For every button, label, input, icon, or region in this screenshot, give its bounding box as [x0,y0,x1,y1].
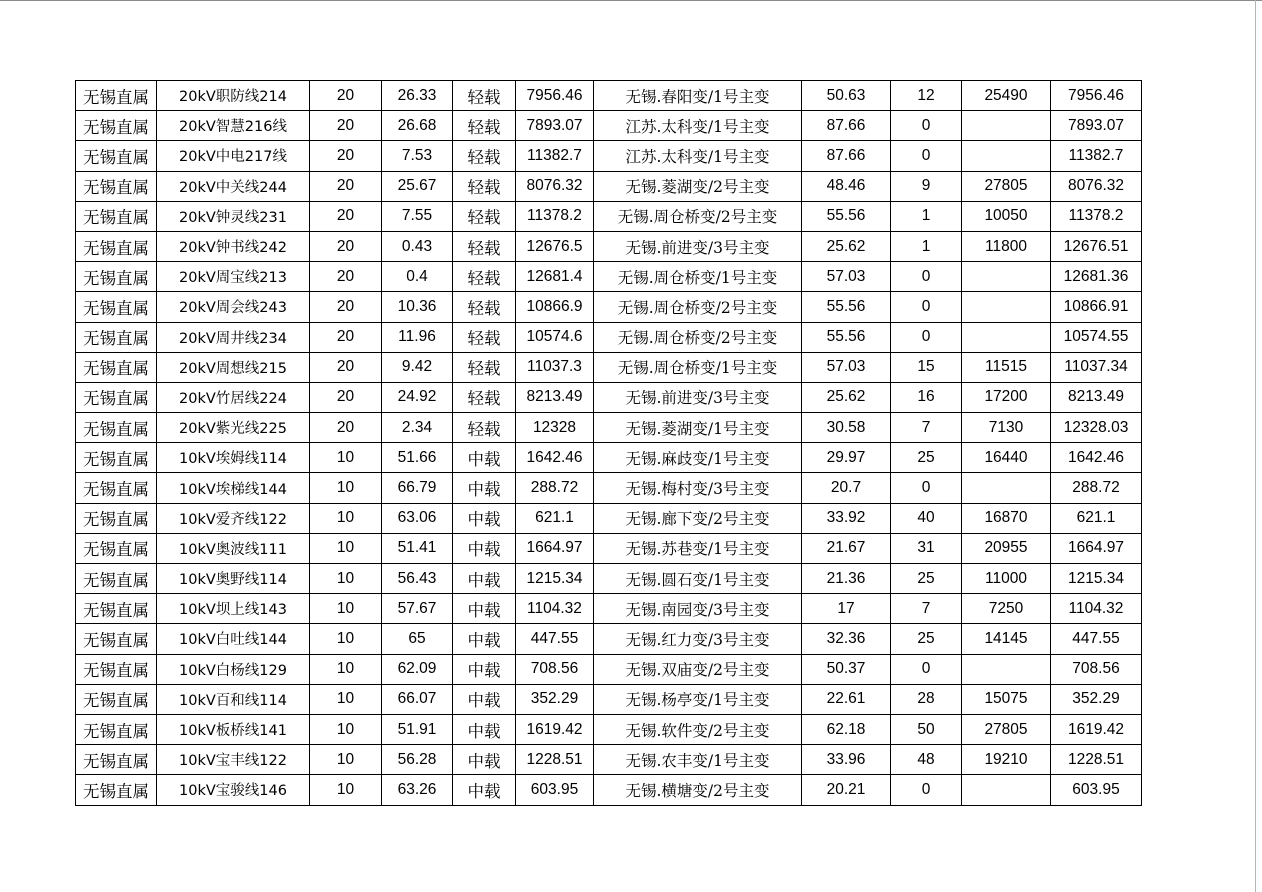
load-rate-cell: 0.4 [382,262,453,292]
transformer-cell: 无锡.周仓桥变/1号主变 [594,262,802,292]
load-level-cell: 轻载 [453,292,516,322]
load-level-cell: 轻载 [453,413,516,443]
transformer-cell: 江苏.太科变/1号主变 [594,111,802,141]
capacity-cell: 288.72 [516,473,594,503]
user-count-cell: 25 [891,443,962,473]
capacity-cell: 1642.46 [516,443,594,473]
voltage-cell: 10 [310,443,382,473]
company-cell: 无锡直属 [76,745,157,775]
user-count-cell: 40 [891,503,962,533]
load-level-cell: 中载 [453,745,516,775]
available-capacity-cell: 8213.49 [1051,382,1142,412]
transformer-load-cell: 20.21 [802,775,891,805]
capacity-cell: 621.1 [516,503,594,533]
company-cell: 无锡直属 [76,775,157,805]
company-cell: 无锡直属 [76,322,157,352]
voltage-cell: 20 [310,352,382,382]
transformer-load-cell: 57.03 [802,262,891,292]
capacity-cell: 8213.49 [516,382,594,412]
load-level-cell: 中载 [453,684,516,714]
company-cell: 无锡直属 [76,262,157,292]
available-capacity-cell: 1619.42 [1051,714,1142,744]
feeder-name-cell: 10kV坝上线143 [157,594,310,624]
load-rate-cell: 25.67 [382,171,453,201]
user-count-cell: 25 [891,564,962,594]
load-level-cell: 中载 [453,564,516,594]
page-top-border [0,0,1262,1]
table-row [76,81,1142,111]
load-level-cell: 中载 [453,594,516,624]
load-rate-cell: 2.34 [382,413,453,443]
voltage-cell: 20 [310,382,382,412]
feeder-name-cell: 20kV中电217线 [157,141,310,171]
load-level-cell: 中载 [453,533,516,563]
user-count-cell: 28 [891,684,962,714]
table-row [76,503,1142,533]
feeder-name-cell: 20kV紫光线225 [157,413,310,443]
available-capacity-cell: 11382.7 [1051,141,1142,171]
transformer-load-cell: 25.62 [802,382,891,412]
available-capacity-cell: 8076.32 [1051,171,1142,201]
feeder-name-cell: 20kV周会线243 [157,292,310,322]
feeder-name-cell: 20kV竹居线224 [157,382,310,412]
feeder-name-cell: 10kV宝丰线122 [157,745,310,775]
capacity-cell: 12681.4 [516,262,594,292]
table-row [76,382,1142,412]
table-row [76,533,1142,563]
load-level-cell: 轻载 [453,141,516,171]
available-capacity-cell: 1642.46 [1051,443,1142,473]
company-cell: 无锡直属 [76,231,157,261]
load-level-cell: 中载 [453,443,516,473]
user-capacity-cell: 19210 [962,745,1051,775]
table-row [76,352,1142,382]
load-rate-cell: 9.42 [382,352,453,382]
load-level-cell: 轻载 [453,111,516,141]
table-row [76,473,1142,503]
capacity-cell: 12676.5 [516,231,594,261]
load-level-cell: 中载 [453,624,516,654]
capacity-cell: 12328 [516,413,594,443]
feeder-name-cell: 10kV宝骏线146 [157,775,310,805]
user-count-cell: 12 [891,81,962,111]
load-rate-cell: 66.07 [382,684,453,714]
load-rate-cell: 11.96 [382,322,453,352]
company-cell: 无锡直属 [76,684,157,714]
user-capacity-cell: 27805 [962,714,1051,744]
feeder-name-cell: 20kV钟灵线231 [157,201,310,231]
voltage-cell: 10 [310,473,382,503]
available-capacity-cell: 603.95 [1051,775,1142,805]
voltage-cell: 20 [310,171,382,201]
transformer-load-cell: 25.62 [802,231,891,261]
user-count-cell: 15 [891,352,962,382]
available-capacity-cell: 12681.36 [1051,262,1142,292]
available-capacity-cell: 1228.51 [1051,745,1142,775]
table-row [76,594,1142,624]
transformer-cell: 无锡.圆石变/1号主变 [594,564,802,594]
transformer-load-cell: 29.97 [802,443,891,473]
user-capacity-cell: 7250 [962,594,1051,624]
load-rate-cell: 63.06 [382,503,453,533]
table-row [76,654,1142,684]
load-level-cell: 中载 [453,775,516,805]
available-capacity-cell: 10866.91 [1051,292,1142,322]
company-cell: 无锡直属 [76,503,157,533]
user-count-cell: 7 [891,594,962,624]
load-rate-cell: 51.66 [382,443,453,473]
company-cell: 无锡直属 [76,352,157,382]
table-row [76,141,1142,171]
transformer-load-cell: 50.37 [802,654,891,684]
load-rate-cell: 56.28 [382,745,453,775]
capacity-cell: 7956.46 [516,81,594,111]
capacity-cell: 1215.34 [516,564,594,594]
load-rate-cell: 65 [382,624,453,654]
table-row [76,443,1142,473]
user-capacity-cell [962,292,1051,322]
transformer-cell: 无锡.前进变/3号主变 [594,231,802,261]
company-cell: 无锡直属 [76,714,157,744]
load-rate-cell: 26.33 [382,81,453,111]
feeder-name-cell: 20kV智慧216线 [157,111,310,141]
feeder-name-cell: 20kV钟书线242 [157,231,310,261]
load-rate-cell: 0.43 [382,231,453,261]
available-capacity-cell: 447.55 [1051,624,1142,654]
company-cell: 无锡直属 [76,533,157,563]
available-capacity-cell: 1664.97 [1051,533,1142,563]
company-cell: 无锡直属 [76,594,157,624]
user-count-cell: 0 [891,111,962,141]
user-count-cell: 0 [891,292,962,322]
user-capacity-cell: 20955 [962,533,1051,563]
available-capacity-cell: 1215.34 [1051,564,1142,594]
user-capacity-cell: 15075 [962,684,1051,714]
load-rate-cell: 66.79 [382,473,453,503]
feeder-name-cell: 10kV板桥线141 [157,714,310,744]
load-level-cell: 轻载 [453,352,516,382]
capacity-cell: 1104.32 [516,594,594,624]
company-cell: 无锡直属 [76,473,157,503]
available-capacity-cell: 10574.55 [1051,322,1142,352]
voltage-cell: 20 [310,322,382,352]
load-level-cell: 轻载 [453,231,516,261]
capacity-cell: 11037.3 [516,352,594,382]
company-cell: 无锡直属 [76,111,157,141]
transformer-cell: 无锡.周仓桥变/2号主变 [594,201,802,231]
available-capacity-cell: 352.29 [1051,684,1142,714]
user-count-cell: 0 [891,775,962,805]
transformer-cell: 无锡.周仓桥变/2号主变 [594,322,802,352]
transformer-load-cell: 48.46 [802,171,891,201]
user-capacity-cell [962,111,1051,141]
page-right-border [1255,0,1256,892]
transformer-cell: 无锡.红力变/3号主变 [594,624,802,654]
feeder-name-cell: 10kV白杨线129 [157,654,310,684]
voltage-cell: 20 [310,231,382,261]
table-row [76,413,1142,443]
capacity-cell: 447.55 [516,624,594,654]
user-count-cell: 1 [891,231,962,261]
user-count-cell: 7 [891,413,962,443]
load-level-cell: 中载 [453,503,516,533]
feeder-load-table [75,80,1142,806]
user-count-cell: 25 [891,624,962,654]
capacity-cell: 708.56 [516,654,594,684]
table-row [76,775,1142,805]
user-capacity-cell: 10050 [962,201,1051,231]
load-level-cell: 中载 [453,654,516,684]
user-capacity-cell [962,654,1051,684]
available-capacity-cell: 7956.46 [1051,81,1142,111]
voltage-cell: 10 [310,684,382,714]
available-capacity-cell: 708.56 [1051,654,1142,684]
user-count-cell: 1 [891,201,962,231]
user-count-cell: 0 [891,262,962,292]
transformer-cell: 无锡.南园变/3号主变 [594,594,802,624]
table-row [76,684,1142,714]
load-level-cell: 中载 [453,714,516,744]
transformer-cell: 无锡.杨亭变/1号主变 [594,684,802,714]
load-rate-cell: 7.53 [382,141,453,171]
transformer-cell: 无锡.菱湖变/2号主变 [594,171,802,201]
load-rate-cell: 7.55 [382,201,453,231]
table-row [76,262,1142,292]
user-capacity-cell: 11000 [962,564,1051,594]
company-cell: 无锡直属 [76,292,157,322]
load-rate-cell: 51.91 [382,714,453,744]
user-capacity-cell: 25490 [962,81,1051,111]
load-level-cell: 中载 [453,473,516,503]
load-level-cell: 轻载 [453,382,516,412]
transformer-load-cell: 21.36 [802,564,891,594]
user-capacity-cell: 14145 [962,624,1051,654]
load-level-cell: 轻载 [453,262,516,292]
voltage-cell: 10 [310,503,382,533]
feeder-name-cell: 20kV职防线214 [157,81,310,111]
transformer-load-cell: 87.66 [802,141,891,171]
transformer-load-cell: 55.56 [802,201,891,231]
voltage-cell: 20 [310,413,382,443]
load-level-cell: 轻载 [453,322,516,352]
load-rate-cell: 51.41 [382,533,453,563]
feeder-name-cell: 20kV周想线215 [157,352,310,382]
user-count-cell: 0 [891,322,962,352]
company-cell: 无锡直属 [76,141,157,171]
capacity-cell: 1228.51 [516,745,594,775]
user-capacity-cell: 16870 [962,503,1051,533]
transformer-cell: 无锡.前进变/3号主变 [594,382,802,412]
user-count-cell: 48 [891,745,962,775]
feeder-name-cell: 10kV奥波线111 [157,533,310,563]
transformer-cell: 无锡.软件变/2号主变 [594,714,802,744]
capacity-cell: 11378.2 [516,201,594,231]
user-capacity-cell: 27805 [962,171,1051,201]
transformer-cell: 无锡.春阳变/1号主变 [594,81,802,111]
transformer-load-cell: 20.7 [802,473,891,503]
available-capacity-cell: 1104.32 [1051,594,1142,624]
table-row [76,292,1142,322]
company-cell: 无锡直属 [76,171,157,201]
transformer-load-cell: 17 [802,594,891,624]
transformer-load-cell: 33.96 [802,745,891,775]
company-cell: 无锡直属 [76,201,157,231]
user-capacity-cell [962,322,1051,352]
feeder-name-cell: 20kV周宝线213 [157,262,310,292]
user-capacity-cell: 16440 [962,443,1051,473]
transformer-cell: 无锡.菱湖变/1号主变 [594,413,802,443]
transformer-cell: 无锡.麻歧变/1号主变 [594,443,802,473]
feeder-name-cell: 10kV白吐线144 [157,624,310,654]
capacity-cell: 10866.9 [516,292,594,322]
user-count-cell: 9 [891,171,962,201]
voltage-cell: 10 [310,564,382,594]
available-capacity-cell: 288.72 [1051,473,1142,503]
capacity-cell: 8076.32 [516,171,594,201]
transformer-load-cell: 55.56 [802,292,891,322]
company-cell: 无锡直属 [76,382,157,412]
voltage-cell: 10 [310,714,382,744]
transformer-load-cell: 57.03 [802,352,891,382]
table-row [76,231,1142,261]
available-capacity-cell: 11378.2 [1051,201,1142,231]
feeder-name-cell: 20kV周井线234 [157,322,310,352]
transformer-load-cell: 22.61 [802,684,891,714]
voltage-cell: 10 [310,775,382,805]
table-row [76,201,1142,231]
company-cell: 无锡直属 [76,654,157,684]
voltage-cell: 10 [310,594,382,624]
voltage-cell: 10 [310,624,382,654]
capacity-cell: 603.95 [516,775,594,805]
available-capacity-cell: 621.1 [1051,503,1142,533]
capacity-cell: 1664.97 [516,533,594,563]
load-level-cell: 轻载 [453,171,516,201]
voltage-cell: 20 [310,141,382,171]
feeder-name-cell: 10kV奥野线114 [157,564,310,594]
user-count-cell: 0 [891,473,962,503]
user-count-cell: 50 [891,714,962,744]
table-row [76,745,1142,775]
table-row [76,624,1142,654]
feeder-name-cell: 10kV百和线114 [157,684,310,714]
transformer-load-cell: 30.58 [802,413,891,443]
voltage-cell: 10 [310,654,382,684]
voltage-cell: 10 [310,745,382,775]
user-count-cell: 16 [891,382,962,412]
load-rate-cell: 26.68 [382,111,453,141]
table-body [76,81,1142,806]
load-rate-cell: 62.09 [382,654,453,684]
voltage-cell: 20 [310,201,382,231]
table-row [76,564,1142,594]
table-row [76,714,1142,744]
voltage-cell: 20 [310,262,382,292]
transformer-cell: 无锡.周仓桥变/2号主变 [594,292,802,322]
table-row [76,322,1142,352]
user-capacity-cell [962,473,1051,503]
capacity-cell: 352.29 [516,684,594,714]
voltage-cell: 20 [310,81,382,111]
transformer-cell: 无锡.周仓桥变/1号主变 [594,352,802,382]
user-capacity-cell [962,141,1051,171]
voltage-cell: 20 [310,292,382,322]
company-cell: 无锡直属 [76,443,157,473]
available-capacity-cell: 11037.34 [1051,352,1142,382]
capacity-cell: 1619.42 [516,714,594,744]
company-cell: 无锡直属 [76,81,157,111]
user-capacity-cell: 17200 [962,382,1051,412]
transformer-cell: 无锡.农丰变/1号主变 [594,745,802,775]
transformer-load-cell: 50.63 [802,81,891,111]
transformer-cell: 无锡.苏巷变/1号主变 [594,533,802,563]
transformer-load-cell: 21.67 [802,533,891,563]
transformer-cell: 无锡.横塘变/2号主变 [594,775,802,805]
feeder-name-cell: 20kV中关线244 [157,171,310,201]
user-capacity-cell: 7130 [962,413,1051,443]
load-rate-cell: 24.92 [382,382,453,412]
available-capacity-cell: 7893.07 [1051,111,1142,141]
user-count-cell: 0 [891,141,962,171]
transformer-load-cell: 33.92 [802,503,891,533]
feeder-name-cell: 10kV爱齐线122 [157,503,310,533]
load-level-cell: 轻载 [453,201,516,231]
voltage-cell: 10 [310,533,382,563]
company-cell: 无锡直属 [76,624,157,654]
load-rate-cell: 63.26 [382,775,453,805]
transformer-load-cell: 87.66 [802,111,891,141]
available-capacity-cell: 12676.51 [1051,231,1142,261]
transformer-cell: 江苏.太科变/1号主变 [594,141,802,171]
user-capacity-cell: 11515 [962,352,1051,382]
table-row [76,171,1142,201]
voltage-cell: 20 [310,111,382,141]
table-row [76,111,1142,141]
user-capacity-cell: 11800 [962,231,1051,261]
transformer-load-cell: 32.36 [802,624,891,654]
transformer-cell: 无锡.双庙变/2号主变 [594,654,802,684]
user-count-cell: 0 [891,654,962,684]
capacity-cell: 10574.6 [516,322,594,352]
feeder-name-cell: 10kV埃梯线144 [157,473,310,503]
transformer-load-cell: 55.56 [802,322,891,352]
transformer-cell: 无锡.廊下变/2号主变 [594,503,802,533]
transformer-cell: 无锡.梅村变/3号主变 [594,473,802,503]
feeder-name-cell: 10kV埃姆线114 [157,443,310,473]
transformer-load-cell: 62.18 [802,714,891,744]
user-capacity-cell [962,262,1051,292]
load-level-cell: 轻载 [453,81,516,111]
load-rate-cell: 56.43 [382,564,453,594]
company-cell: 无锡直属 [76,413,157,443]
available-capacity-cell: 12328.03 [1051,413,1142,443]
load-rate-cell: 10.36 [382,292,453,322]
user-count-cell: 31 [891,533,962,563]
company-cell: 无锡直属 [76,564,157,594]
user-capacity-cell [962,775,1051,805]
load-rate-cell: 57.67 [382,594,453,624]
capacity-cell: 11382.7 [516,141,594,171]
capacity-cell: 7893.07 [516,111,594,141]
